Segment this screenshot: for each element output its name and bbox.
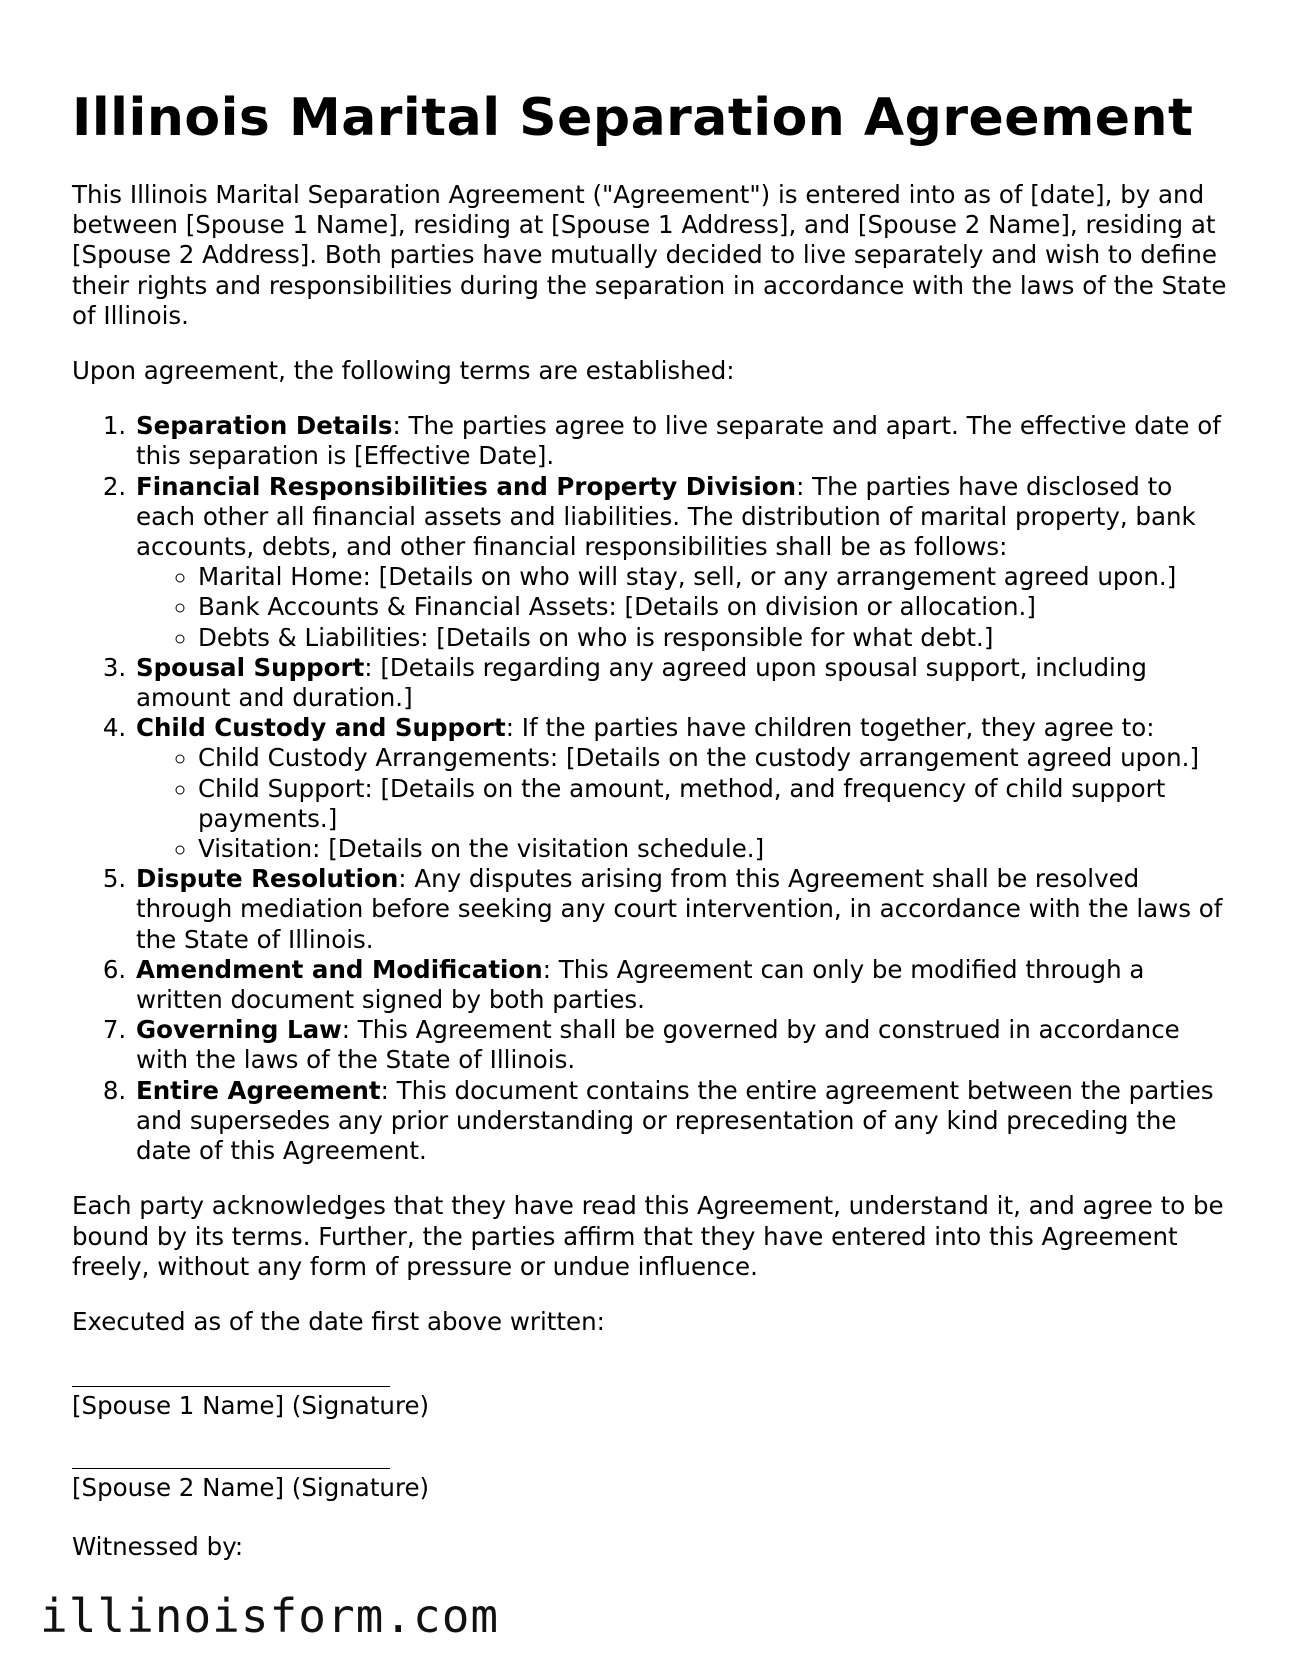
lead-in-paragraph: Upon agreement, the following terms are established: [72,356,735,386]
term-subitem: ◦ Bank Accounts & Financial Assets: [Details on division or allocation.] [198,592,1232,622]
acknowledgment-paragraph: Each party acknowledges that they have read this Agreement, understand it, and agree to be bound by its terms. Further, the parties affirm that they have entered into this Agreement freely, without any form of pressure or undue influence. [72,1191,1224,1281]
term-heading: Child Custody and Support [136,713,506,743]
term-text: : The parties have disclosed to each other all financial assets and liabilities. The distribution of marital property, bank accounts, debts, and other financial responsibilities shall be as follows: [136,471,1196,562]
term-item [134,955,1232,1015]
term-subitem: ◦ Marital Home: [Details on who will stay, sell, or any arrangement agreed upon.] [198,562,1232,592]
term-heading: Entire Agreement [136,1075,381,1105]
term-heading: Dispute Resolution [136,864,399,894]
terms-list [72,411,1232,1166]
term-heading: Governing Law [136,1015,342,1045]
signature-line-spouse-2 [72,1449,390,1469]
term-heading: Financial Responsibilities and Property Division [136,471,797,501]
term-text: : This document contains the entire agreement between the parties and supersedes any prior understanding or representation of any kind preceding the date of this Agreement. [136,1075,1214,1166]
term-text: : This Agreement can only be modified through a written document signed by both parties. [136,954,1145,1015]
term-heading: Separation Details [136,411,393,441]
term-heading: Amendment and Modification [136,954,543,984]
term-subitem: ◦ Visitation: [Details on the visitation schedule.] [198,834,1232,864]
term-item [134,1076,1232,1167]
signature-block [72,1367,1232,1562]
term-subitem: ◦ Child Custody Arrangements: [Details on the custody arrangement agreed upon.] [198,743,1232,773]
term-item [134,713,1232,864]
signature-label-spouse-2: [Spouse 2 Name] (Signature) [72,1473,430,1503]
document-page [72,86,1232,1562]
term-text: : The parties agree to live separate and apart. The effective date of this separation is [Effective Date]. [136,411,1221,471]
term-subitems [136,743,1232,864]
intro-paragraph: This Illinois Marital Separation Agreement ("Agreement") is entered into as of [date], by and between [Spouse 1 Name], residing at [Spouse 1 Address], and [Spouse 2 Name], residing at [Spouse 2 Address]. Both parties have mutually decided to live separately and wish to define their rights and responsibilities during the separation in accordance with the laws of the State of Illinois. [72,180,1227,330]
term-item [134,653,1232,713]
term-item [134,411,1232,471]
term-item [134,1015,1232,1075]
term-text: : If the parties have children together, they agree to: [505,713,1155,743]
executed-line: Executed as of the date first above written: [72,1306,605,1336]
term-text: : Any disputes arising from this Agreement shall be resolved through mediation before seeking any court intervention, in accordance with the laws of the State of Illinois. [136,864,1223,954]
document-title: Illinois Marital Separation Agreement [72,88,1194,148]
term-heading: Spousal Support [136,652,365,682]
term-text: : [Details regarding any agreed upon spousal support, including amount and duration.] [136,652,1147,713]
term-text: : This Agreement shall be governed by and construed in accordance with the laws of the State of Illinois. [136,1015,1180,1075]
term-subitem: ◦ Debts & Liabilities: [Details on who is responsible for what debt.] [198,623,1232,653]
witness-label: Witnessed by: [72,1531,244,1561]
term-subitem: ◦ Child Support: [Details on the amount, method, and frequency of child support payments.] [198,774,1232,834]
term-item [134,472,1232,653]
term-subitems [136,562,1232,653]
site-watermark: illinoisform.com [40,1589,500,1643]
signature-label-spouse-1: [Spouse 1 Name] (Signature) [72,1391,430,1421]
signature-line-spouse-1 [72,1367,390,1387]
term-item [134,864,1232,955]
